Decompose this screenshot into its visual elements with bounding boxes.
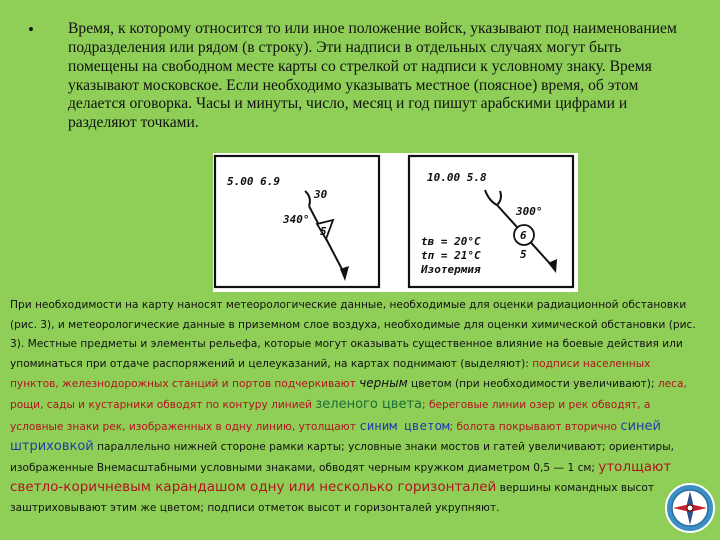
bottom-seg11: параллельно нижней стороне рамки карты; условные знаки мостов и гатей увеличивают; ориентиры, изображенные Внемасштабными условными знаками, обводят черным кружком диаметром 0,5 — 1 см; bbox=[10, 441, 674, 474]
bottom-seg5: леса, рощи, сады и кустарники обводят по контуру линией bbox=[10, 378, 687, 411]
bottom-seg12: утолщают светло-коричневым карандашом одну или несколько горизонталей bbox=[10, 458, 672, 496]
left-speed: 30 bbox=[314, 188, 328, 201]
right-isothermia: Изотермия bbox=[421, 263, 481, 276]
top-paragraph-block bbox=[28, 20, 688, 133]
top-paragraph: Время, к которому относится то или иное положение войск, указывают под наименованием подразделения или рядом (в строку). Эти надписи в отдельных случаях могут быть помещены на свободном месте карты со стрелкой от надписи к условному знаку. Время указывают московское. Если необходимо указывать местное (поясное) время, об этом делается оговорка. Часы и минуты, число, месяц и год пишут арабскими цифрами и разделяют точками. bbox=[68, 20, 677, 132]
right-time-date: 10.00 5.8 bbox=[427, 171, 487, 184]
bottom-seg3: черным bbox=[359, 376, 408, 391]
bottom-seg8: синим цветом bbox=[359, 417, 450, 433]
bullet-icon: • bbox=[28, 20, 34, 39]
meteo-figure-svg bbox=[213, 153, 578, 292]
bottom-seg1: При необходимости на карту наносят метеорологические данные, необходимые для оценки радиационной обстановки (рис. 3), и метеорологические данные в приземном слое воздуха, необходимые для оценки химической обстановки (рис. 3). Местные предметы и элементы рельефа, которые могут оказывать существенное влияние на боевые действия или упоминаться при отдаче распоряжений и целеуказаний, на картах поднимают (выделяют): bbox=[10, 299, 696, 370]
left-direction: 340° bbox=[283, 213, 310, 226]
left-number: 5 bbox=[320, 225, 327, 238]
left-time-date: 5.00 6.9 bbox=[227, 175, 280, 188]
bottom-seg6: зеленого цвета bbox=[315, 396, 423, 412]
right-temp-air: tв = 20°C bbox=[421, 235, 481, 248]
bottom-paragraph-block bbox=[10, 296, 696, 519]
bottom-seg2: подписи населенных пунктов, железнодорожных станций и портов подчеркивают bbox=[10, 357, 651, 391]
bottom-seg13: вершины командных высот заштриховывают этим же цветом; подписи отметок высот и горизонталей укрупняют. bbox=[10, 482, 655, 514]
bottom-paragraph bbox=[10, 296, 696, 519]
bottom-seg9: ; болота покрывают вторично bbox=[449, 420, 621, 433]
right-speed: 5 bbox=[520, 248, 527, 261]
meteo-figure bbox=[213, 153, 578, 292]
bottom-seg7: ; береговые линии озер и рек обводят, а условные знаки рек, изображенных в одну линию, утолщают bbox=[10, 398, 651, 433]
bottom-seg10: синей штриховкой bbox=[10, 418, 661, 455]
right-direction: 300° bbox=[516, 205, 543, 218]
bottom-seg4: цветом (при необходимости увеличивают); bbox=[407, 378, 658, 391]
right-temp-soil: tп = 21°C bbox=[421, 249, 481, 262]
compass-svg bbox=[664, 482, 716, 534]
right-number: 6 bbox=[520, 229, 527, 242]
compass-icon bbox=[664, 482, 716, 534]
